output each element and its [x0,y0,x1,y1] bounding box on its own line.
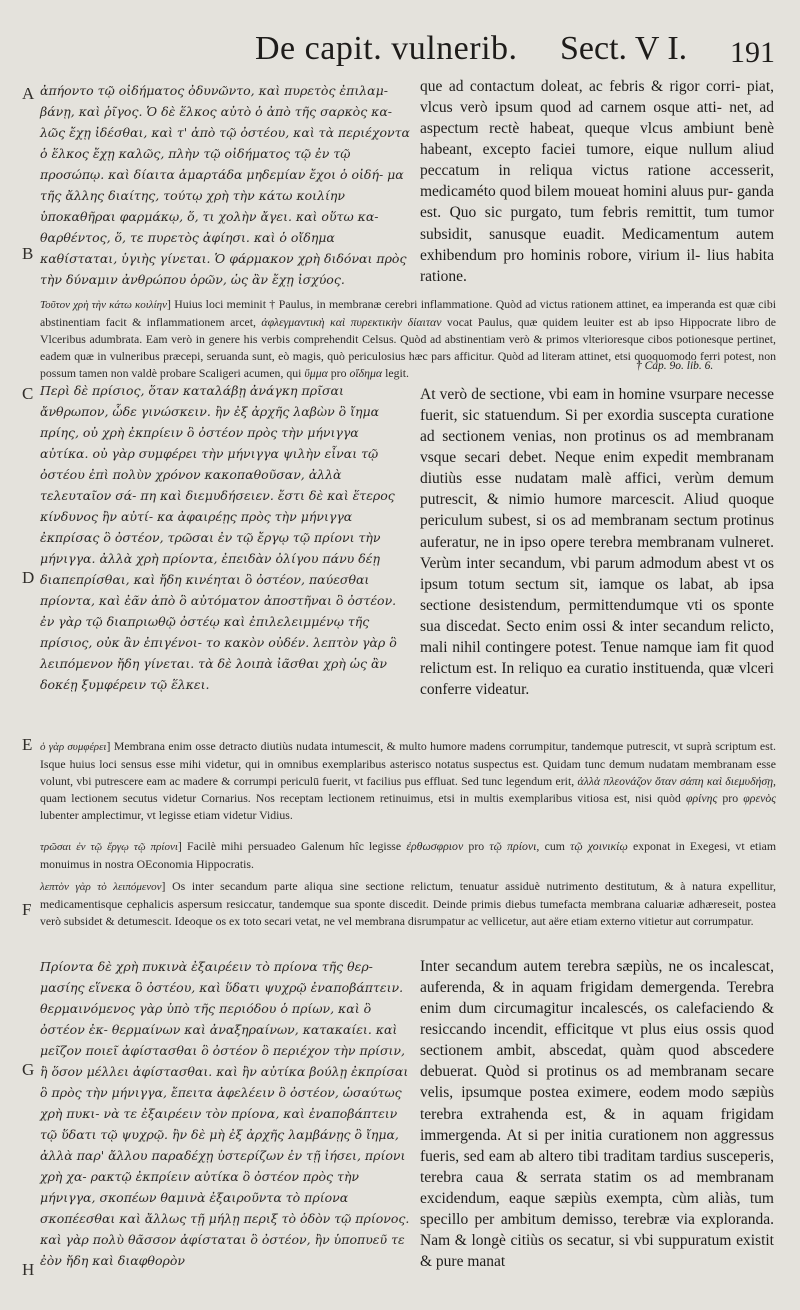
note-greek: τῷ χοινικίῳ [570,839,628,853]
commentary-note-1: Τοῦτον χρὴ τὴν κάτω κοιλίην] Huius loci meminit † Paulus, in membranæ cerebri inflammatione. Quòd ad victus rationem attinet, ea imperanda est quæ cibi abstinentiam facit & inflammationem arcet, ἀφλεγμαντικὴ καὶ πυρεκτικὴν δίαιταν vocat Paulus, quæ quidem leuiter est ab ipso Hippocrate libro de Vlceribus adumbrata. Eam verò in genere his verbis comprehendit Celsus. Quòd ad abstinentiam verò & primos vlterioresque cibos potionesque pertinet, eadem quæ in vulneribus præcepi, seruanda sunt, eò magis, quò periculosius hæc pars afficitur. Quòd ad literam attinet, etsi quoquomodo ferri potest, non possum tamen non valdè probare Scaligeri acumen, qui ὕμμα pro οἴδημα legit. [40,297,777,381]
note-text: exponat in Exegesi, vt etiam monuimus in nostra OEconomia Hippocratis. [40,839,777,871]
note-text: quam lectionem secutus videtur Cornarius. Nos receptam lectionem retinuimus, etsi in multis exemplaribus vitiosa est, nisi quòd [40,791,681,806]
note-text: pro [468,839,485,853]
note-greek: ὕμμα [304,366,328,381]
note-text: Huius loci meminit † Paulus, in membranæ cerebri inflammatione. Quòd ad victus rationem attinet, ea imperanda est quæ cibi abstinentiam facit & inflammationem arcet, [40,297,776,329]
commentary-note-3: τρῶσαι ἐν τῷ ἔργῳ τῷ πρίονι] Facilè mihi persuadeo Galenum hîc legisse ἐρθωσφριον pro τῷ πρίονι, cum τῷ χοινικίῳ exponat in Exegesi, vt etiam monuimus in nostra OEconomia Hippocratis. [40,839,777,871]
margin-letter-d: D [22,568,35,587]
note-text: cum [544,839,565,853]
note-text: Facilè mihi persuadeo Galenum hîc legisse [187,839,402,853]
cross-reference: † Cap. 9o. lib. 6. [636,360,714,372]
greek-text-block-2: Περὶ δὲ πρίσιος, ὅταν καταλάβῃ ἀνάγκη πρῖσαι ἄνθρωπον, ὧδε γινώσκειν. ἢν ἐξ ἀρχῆς λαβὼν ὃ ἴημα πρίης, οὐ χρὴ ἐκπρίειν ὃ ὀστέον πρὸς τὴν μήνιγγα αὐτίκα. οὐ γὰρ συμφέρει τὴν μήνιγγα ψιλὴν εἶναι τῷ ὀστέου ἐπὶ πολὺν χρόνον κακοπαθοῦσαν, ἀλλὰ τελευταῖον σά- πη καὶ διεμυδήσειεν. ἔστι δὲ καὶ ἕτερος κίνδυνος ἢν αὐτί- κα ἀφαιρέῃς πρὸς τὴν μήνιγγα ἐκπρίσας ὃ ὀστέον, τρῶσαι ἐν τῷ ἔργῳ τῷ πρίονι τὴν μήνιγγα. ἀλλὰ χρὴ πρίοντα, ἐπειδὰν ὀλίγου πάνυ δέῃ διαπεπρίσθαι, καὶ ἤδη κινέηται ὃ ὀστέον, παύεσθαι πρίοντα, καὶ ἐᾶν ἀπὸ ὃ αὐτόματον ἀποστῆναι ὃ ὀστέον. ἐν γὰρ τῷ διαπριωθῷ ὀστέῳ καὶ ἐπιλελειμμένῳ τῆς πρίσιος, οὐκ ἂν ἐπιγένοι- το κακὸν οὐδέν. λεπτὸν γὰρ ὃ λειπόμενον ἤδη γίνεται. τὰ δὲ λοιπὰ ἰᾶσθαι χρὴ ὡς ἂν δοκέῃ ξυμφέρειν τῷ ἕλκει. [40,383,397,692]
note-text: pro [330,366,347,381]
note-lemma: ὁ γὰρ συμφέρει [40,741,107,753]
greek-text-block-1: ἀπήοντο τῷ οἰδήματος ὀδυνῶντο, καὶ πυρετὸς ἐπιλαμ- βάνῃ, καὶ ῥῖγος. Ὁ δὲ ἕλκος αὐτὸ ὁ ἀπὸ τῆς σαρκὸς κα- λῶς ἔχῃ ἰδέσθαι, καὶ τ' ἀπὸ τῷ ὀστέου, καὶ τὰ περιέχοντα ὁ ἕλκος ἔχῃ καλῶς, πλὴν τῷ οἰδήματος τῷ ἐν τῷ προσώπῳ. καὶ δίαιτα ἁμαρτάδα μηδεμίαν ἔχοι ὁ οἰδή- μα τῆς ἄλλης διαίτης, τούτῳ χρὴ τὴν κάτω κοιλίην ὑποκαθῆραι φαρμάκῳ, ὅ, τι χολὴν ἄγει. καὶ οὕτω κα- θαρθέντος, ὅ, τε πυρετὸς ἀφίησι. καὶ ὁ οἴδημα καθίσταται, ὑγιὴς γίνεται. Ὁ φάρμακον χρὴ διδόναι πρὸς τὴν δύναμιν ἀνθρώπου ὁρῶν, ὡς ἂν ἔχῃ ἰσχύος. [40,83,410,287]
running-title: De capit. vulnerib. [255,30,518,67]
note-text: Membrana enim osse detracto diutiùs nudata intumescit, & multo humore madens corrumpitur, tandemque putrescit, vt suprà scriptum est. Isque huius loci sensus esse mihi videtur, qui in omnibus exemplaribus asterisco notatus suspectus est. Quidam tunc demum nudatam membranam esse volunt, vbi putrescere eam ac madere & corrumpi periculū fuerit, vt facilius pus effluat. Sed tunc legendum erit, [40,739,776,789]
section-label: Sect. V I. [560,30,688,67]
note-text: Os inter secandum parte aliqua sine sectione relictum, tenuatur assiduè nutrimento destitutum, & à natura expellitur, medicamentisque cephalicis aspersum resiccatur, tandemque sua sponte discedit. Deinde primis diebus tumefacta membrana caluariæ adhæreseit, postea verò subsidet & detumescit. Ideoque os ex toto secari vetat, ne vel membrana disrumpatur ac vellicetur, aut aëre etiam externo vitietur aut corrumpatur. [40,879,776,929]
note-greek: φρενὸς [743,791,777,806]
commentary-note-2: ὁ γὰρ συμφέρει] Membrana enim osse detracto diutiùs nudata intumescit, & multo humore madens corrumpitur, tandemque putrescit, vt suprà scriptum est. Isque huius loci sensus esse mihi videtur, qui in omnibus exemplaribus asterisco notatus suspectus est. Quidam tunc demum nudatam membranam esse volunt, vbi putrescere eam ac madere & corrumpi periculū fuerit, vt facilius pus effluat. Sed tunc legendum erit, ἀλλὰ πλεονάζον ὅταν σάπη καὶ διεμυδήσῃ, quam lectionem secutus videtur Cornarius. Nos receptam lectionem retinuimus, etsi in multis exemplaribus vitiosa est, nisi quòd φρίνης pro φρενὸς lubenter amplectimur, vt legisse etiam videtur Vidius. [40,739,777,823]
margin-letter-b: B [22,244,34,263]
commentary-note-4: λεπτὸν γὰρ τὸ λειπόμενον] Os inter secandum parte aliqua sine sectione relictum, tenuatur assiduè nutrimento destitutum, & à natura expellitur, medicamentisque cephalicis aspersum resiccatur, tandemque sua sponte discedit. Deinde primis diebus tumefacta membrana caluariæ adhæreseit, postea verò subsidet & detumescit. Ideoque os ex toto secari vetat, ne vel membrana disrumpatur ac vellicetur, aut aëre etiam externo vitietur aut corrumpatur. [40,879,776,929]
note-greek: οἴδημα [349,366,383,381]
margin-letter-e: E [22,735,33,754]
note-greek: ἀλλὰ πλεονάζον ὅταν σάπη καὶ διεμυδήσῃ, [577,774,777,789]
note-text: pro [722,791,739,806]
note-greek: φρίνης [685,791,718,806]
margin-letter-a: A [22,84,35,103]
margin-letter-g: G [22,1060,35,1079]
margin-letter-f: F [22,900,32,919]
latin-text-block-3: Inter secandum autem terebra sæpiùs, ne os incalescat, auferenda, & in aquam frigidam demergenda. Terebra enim dum circumagitur incalescés, os calefaciendo & resiccando incendit, efficitque vt plus eius ossis quod sectionem ambit, abscedat, quàm quod abscedere debuerat. Quòd si protinus os ad membranam secare velis, ipsumque postea eximere, eodem modo sæpiùs terebra extrahenda est, & in aquam frigidam immergenda. At si per initia curationem non aggressus fueris, sed eam ab altero tibi traditam tardius susceperis, terebra caua & serrata statim os ad membranam excidendum, eaque sæpiùs exempta, cùm aliàs, tum specillo per ambitum demisso, terebræ via exploranda. Nam & longè citiùs os secatur, si vbi suppuratum existit & pure manat [420,958,774,1271]
note-lemma: τρῶσαι ἐν τῷ ἔργῳ τῷ πρίονι [40,841,178,853]
margin-letter-h: H [22,1260,35,1279]
note-greek: ἐρθωσφριον [406,839,464,853]
note-lemma: Τοῦτον χρὴ τὴν κάτω κοιλίην [40,299,167,311]
margin-letter-c: C [22,384,34,403]
latin-text-block-2: At verò de sectione, vbi eam in homine vsurpare necesse fuerit, sic statuendum. Si per exordia suscepta curatione ad sectionem venias, non protinus os ad membranam vsque secari debet. Neque enim expedit membranam diutiùs esse nudatam malè affici, verùm demum putrescit, & nimio humore marcescit. Aliud quoque periculum subest, si os ad membranam sectum protinus auferatur, ne in ipso opere terebra membranam vulneret. Verùm inter secandum, vbi parum admodum abest vt os ipsum totum sectum sit, iamque os labat, ab ipsa sectione desistendum, permittendumque vti os sponte sua discedat. Secto enim ossi & inter secandum relicto, mali nihil contingere potest. Tenue namque iam fit quod relictum est. In reliquo ea curatio instituenda, quæ vlceri conferre videatur. [420,386,774,699]
note-greek: τῷ πρίονι, [489,839,540,853]
note-text: vocat Paulus, quæ quidem leuiter est ab ipso Hippocrate libro de Vlceribus adumbrata. Eam verò in genere his verbis comprehendit Celsus. Quòd ad abstinentiam verò & primos vlterioresque cibos potionesque pertinet, eadem quæ in vulneribus præcepi, seruanda sunt, eò magis, quò periculosius hæc pars afficitur. Quòd ad literam attinet, etsi quoquomodo ferri potest, non possum tamen non valdè probare Scaligeri acumen, qui [40,314,777,381]
note-text: legit. [385,366,409,381]
note-greek: ἀφλεγμαντικὴ καὶ πυρεκτικὴν δίαιταν [261,314,442,329]
page-number: 191 [730,36,775,69]
note-lemma: λεπτὸν γὰρ τὸ λειπόμενον [40,881,162,893]
latin-text-block-1: que ad contactum doleat, ac febris & rigor corri- piat, vlcus verò ipsum quod ad carnem osque atti- net, ad aspectum rectè habeat, queque vlcus ambiunt benè habeant, excepto faciei tumore, eique nullum aliud peccatum in reliqua victus ratione accesserit, medicaméto quod bilem moueat homini aluus pur- ganda est. Quo sic purgato, tum febris remittit, tum tumor subsidit, sanusque euadit. Medicamentum autem exhibendum pro hominis robore, virium il- lius habita ratione. [420,78,774,285]
greek-text-block-3: Πρίοντα δὲ χρὴ πυκινὰ ἐξαιρέειν τὸ πρίονα τῆς θερ- μασίης εἵνεκα ὃ ὀστέου, καὶ ὕδατι ψυχρῷ ἐναποβάπτειν. θερμαινόμενος γὰρ ὑπὸ τῆς περιόδου ὁ πρίων, καὶ ὃ ὀστέον ἐκ- θερμαίνων καὶ ἀναξηραίνων, κατακαίει. καὶ μεῖζον ποιεῖ ἀφίστασθαι ὃ ὀστέον ὃ περιέχον τὴν πρίσιν, ἢ ὅσον μέλλει ἀφίστασθαι. καὶ ἢν αὐτίκα βούλῃ ἐκπρίσαι ὃ πρὸς τὴν μήνιγγα, ἔπειτα ἀφελέειν ὃ ὀστέον, ὡσαύτως χρὴ πυκι- νὰ τε ἐξαιρέειν τὸν πρίονα, καὶ ἐναποβάπτειν τῷ ὕδατι τῷ ψυχρῷ. ἢν δὲ μὴ ἐξ ἀρχῆς λαμβάνῃς ὃ ἴημα, ἀλλὰ παρ' ἄλλου παραδέχῃ ὑστερίζων ἐν τῇ ἰήσει, πρίονι χρὴ χα- ρακτῷ ἐκπρίειν αὐτίκα ὃ ὀστέον πρὸς τὴν μήνιγγα, σκοπέων θαμινὰ ἐξαιροῦντα τὸ πρίονα σκοπέεσθαι καὶ ἄλλως τῇ μήλῃ περιξ τὸ ὁδὸν τῷ πρίονος. καὶ γὰρ πολὺ θᾶσσον ἀφίσταται ὃ ὀστέον, ἢν ὑποπυεῦ τε ἐὸν ἤδη καὶ διαφθορὸν [40,959,410,1268]
note-text: lubenter amplectimur, vt legisse etiam videtur Vidius. [40,808,293,823]
